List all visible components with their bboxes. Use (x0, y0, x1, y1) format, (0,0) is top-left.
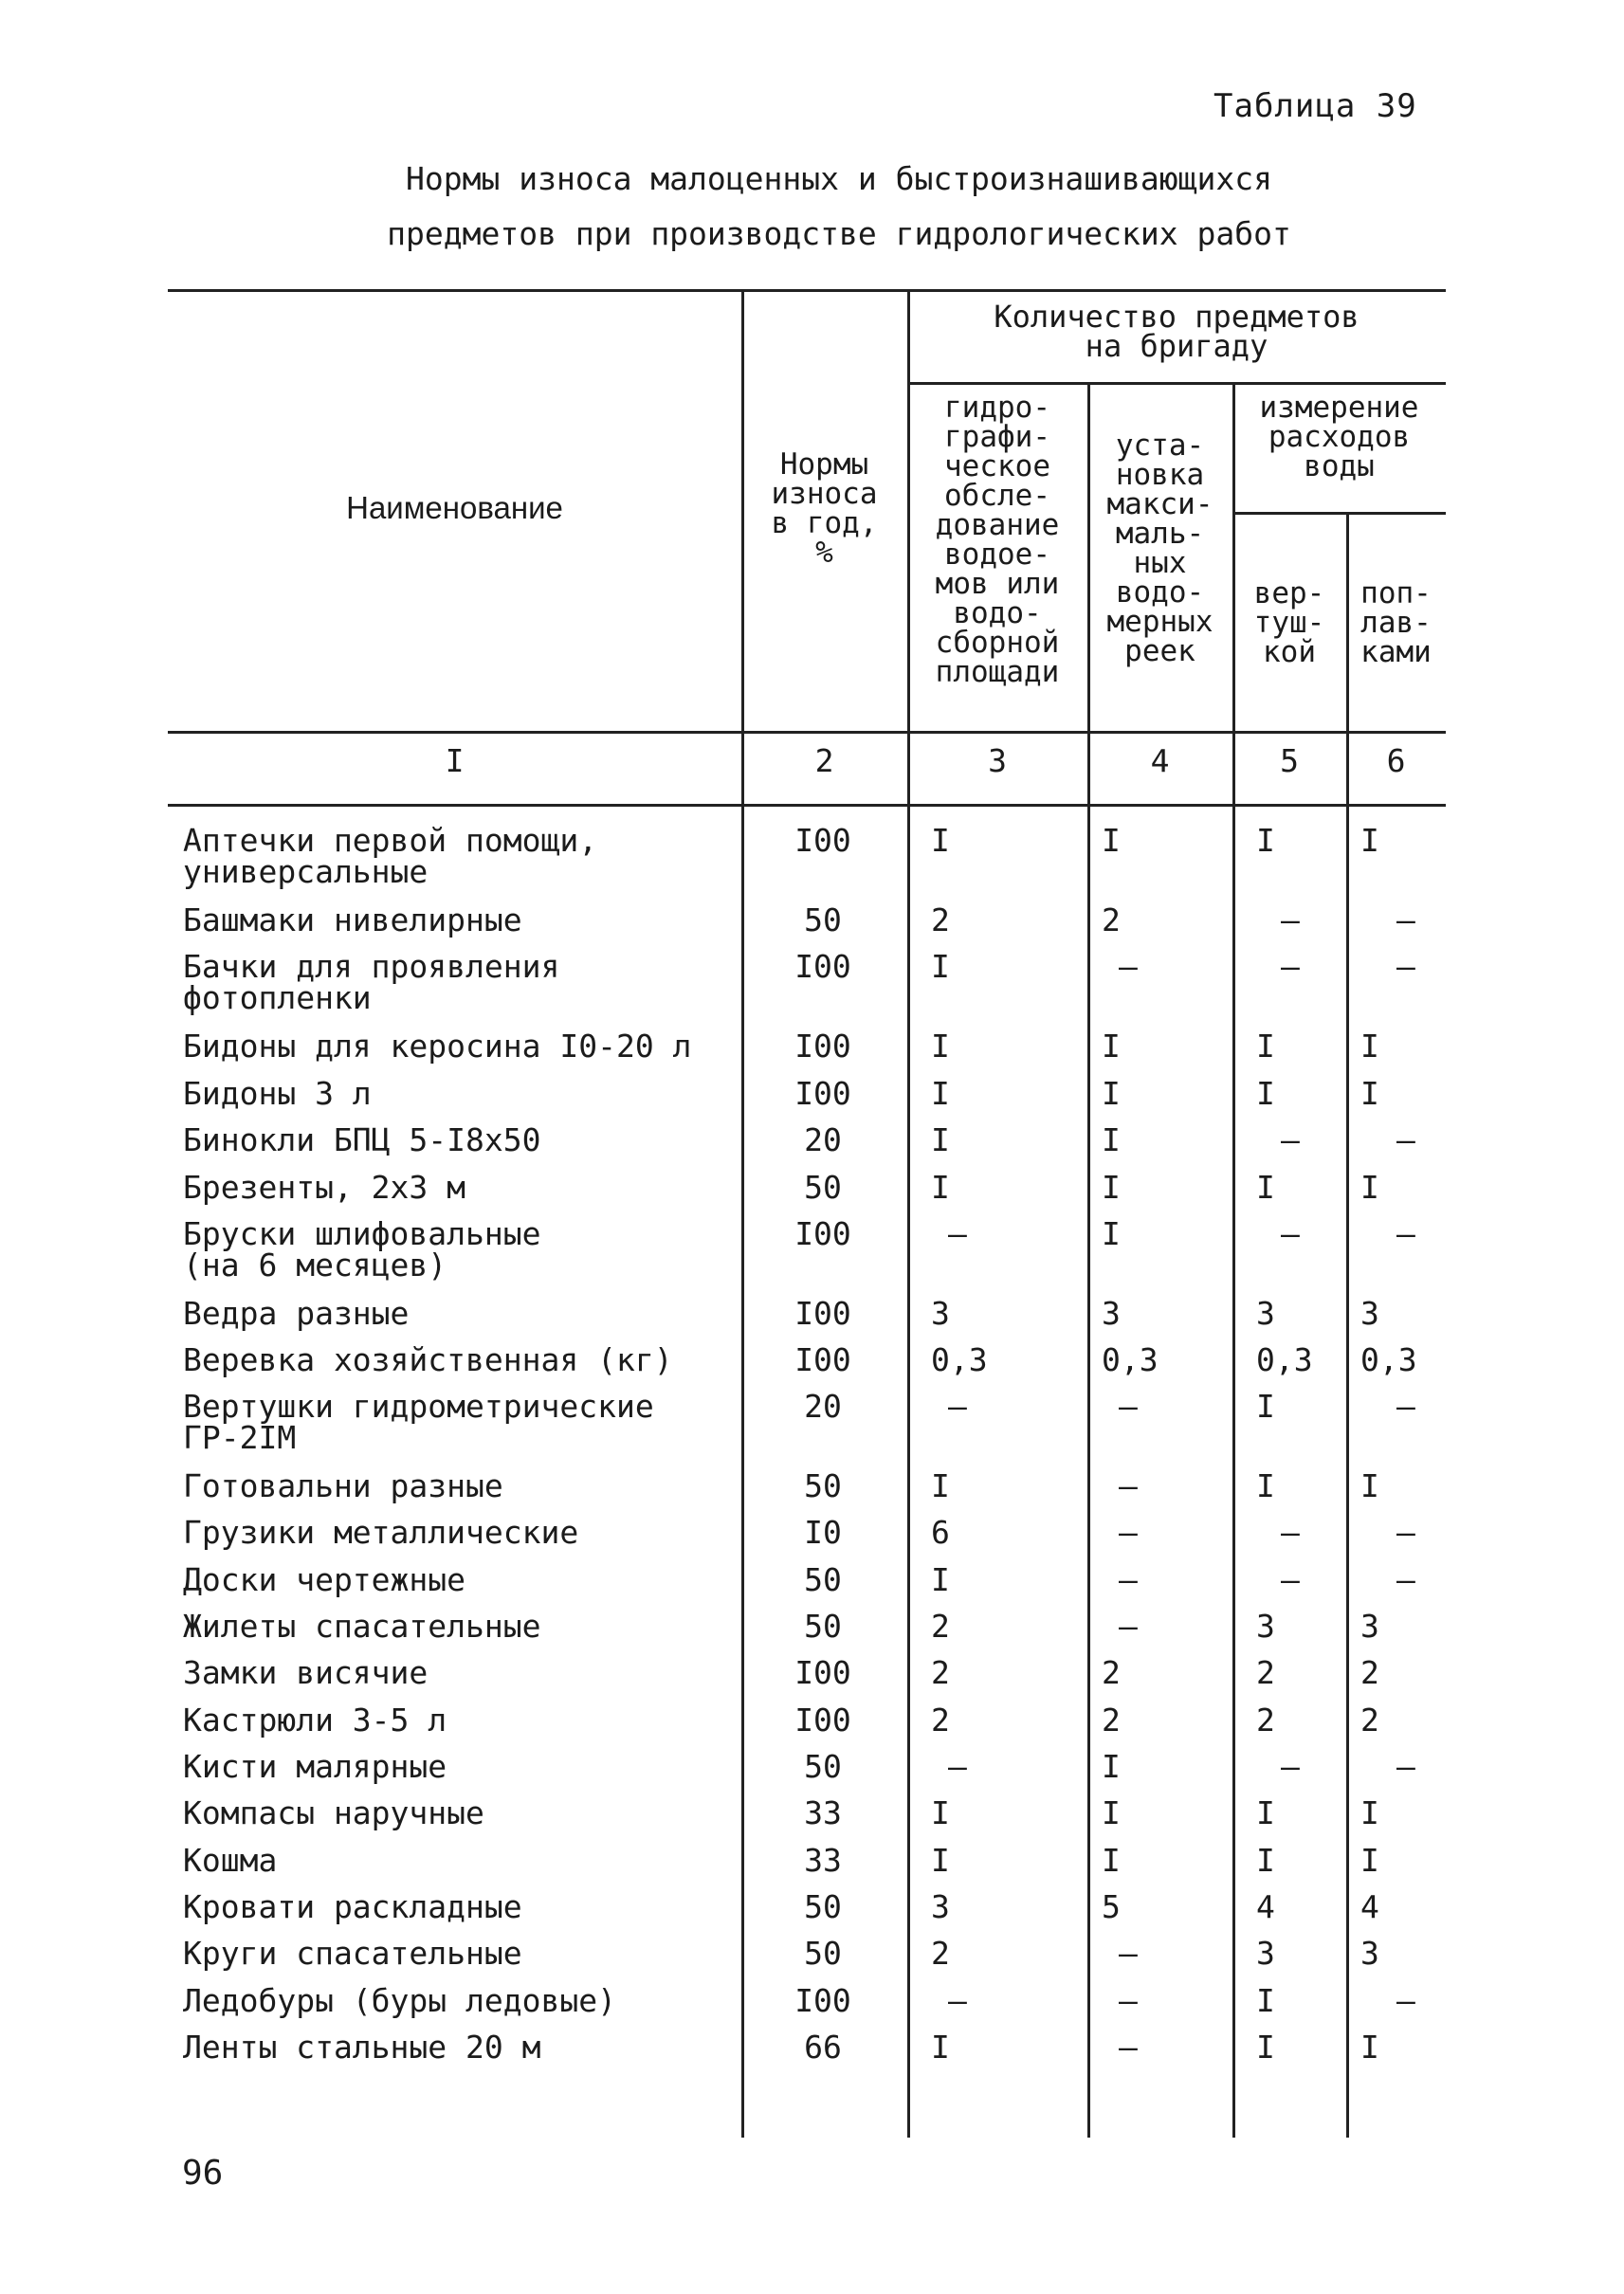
item-name (183, 1295, 733, 1332)
item-name-line: Жилеты спасательные (183, 1608, 541, 1645)
wear-norm-cell: I00 (794, 1654, 851, 1691)
wear-norm-cell: I00 (794, 948, 851, 985)
current-meter-qty-cell: 2 (1256, 1654, 1275, 1691)
item-name-line: Бидоны для керосина I0-20 л (183, 1028, 692, 1065)
float-qty-cell: 0,3 (1360, 1341, 1417, 1378)
survey-qty-cell: 3 (931, 1888, 950, 1925)
item-name (183, 948, 733, 1016)
column-number-rule (168, 804, 1446, 807)
wear-norm-cell: 33 (804, 1794, 842, 1831)
float-qty-cell: 3 (1360, 1935, 1379, 1972)
wear-norm-cell: I00 (794, 1028, 851, 1065)
item-name (183, 901, 733, 938)
float-qty-cell: 2 (1360, 1654, 1379, 1691)
float-qty-cell: 4 (1360, 1888, 1379, 1925)
current-meter-qty-cell: 3 (1256, 1608, 1275, 1645)
item-name (183, 1075, 733, 1112)
gauge-install-qty-cell: I (1102, 1794, 1121, 1831)
item-name-line: Аптечки первой помощи, (183, 822, 598, 859)
wear-norm-cell: 20 (804, 1388, 842, 1425)
item-name-line: Готовальни разные (183, 1467, 503, 1504)
current-meter-qty-cell: I (1256, 822, 1275, 859)
survey-qty-cell: – (948, 1215, 967, 1252)
current-meter-qty-cell: I (1256, 1028, 1275, 1065)
survey-qty-cell: I (931, 1121, 950, 1158)
column-number: I (445, 742, 465, 779)
item-name-line: (на 6 месяцев) (183, 1247, 447, 1284)
column-number: 2 (814, 742, 834, 779)
current-meter-qty-cell: I (1256, 1388, 1275, 1425)
current-meter-qty-cell: 2 (1256, 1702, 1275, 1739)
float-qty-cell: I (1360, 822, 1379, 859)
gauge-install-qty-cell: – (1119, 1982, 1138, 2019)
item-name-line: Доски чертежные (183, 1561, 466, 1598)
current-meter-qty-cell: I (1256, 1794, 1275, 1831)
current-meter-qty-cell: – (1281, 1561, 1300, 1598)
item-name-line: Ведра разные (183, 1295, 410, 1332)
float-qty-cell: I (1360, 2029, 1379, 2066)
survey-qty-cell: 2 (931, 1702, 950, 1739)
float-qty-cell: – (1396, 1388, 1415, 1425)
float-qty-cell: I (1360, 1075, 1379, 1112)
header-col5-line: туш- (1253, 606, 1325, 640)
column-number: 3 (988, 742, 1007, 779)
wear-norm-cell: I00 (794, 822, 851, 859)
current-meter-qty-cell: – (1281, 1514, 1300, 1551)
subgroup-header-rule (1232, 512, 1446, 515)
header-norm-line: в год, (771, 506, 878, 540)
current-meter-qty-cell: I (1256, 1075, 1275, 1112)
wear-norm-cell: I00 (794, 1295, 851, 1332)
current-meter-qty-cell: 0,3 (1256, 1341, 1313, 1378)
survey-qty-cell: 2 (931, 901, 950, 938)
header-col6 (1346, 576, 1446, 669)
current-meter-qty-cell: – (1281, 1748, 1300, 1785)
float-qty-cell: – (1396, 948, 1415, 985)
wear-norm-cell: 50 (804, 1888, 842, 1925)
survey-qty-cell: 6 (931, 1514, 950, 1551)
item-name (183, 1794, 733, 1831)
header-group-line: Количество предметов (994, 299, 1359, 335)
wear-norm-cell: 50 (804, 1561, 842, 1598)
wear-norm-cell: 50 (804, 1935, 842, 1972)
item-name (183, 1215, 733, 1284)
current-meter-qty-cell: – (1281, 1215, 1300, 1252)
wear-norm-cell: 50 (804, 1608, 842, 1645)
item-name-line: Замки висячие (183, 1654, 429, 1691)
current-meter-qty-cell: 3 (1256, 1295, 1275, 1332)
header-norm (741, 447, 907, 570)
survey-qty-cell: I (931, 1075, 950, 1112)
survey-qty-cell: I (931, 1561, 950, 1598)
item-name-line: Вертушки гидрометрические (183, 1388, 654, 1425)
header-col5-line: вер- (1253, 576, 1325, 610)
header-col3-line: обсле- (944, 479, 1050, 513)
header-group (907, 299, 1446, 364)
current-meter-qty-cell: I (1256, 1467, 1275, 1504)
column-number: 6 (1386, 742, 1406, 779)
header-subgroup-line: воды (1304, 449, 1375, 483)
item-name (183, 1608, 733, 1645)
float-qty-cell: I (1360, 1169, 1379, 1206)
item-name-line: фотопленки (183, 979, 372, 1016)
item-name (183, 2029, 733, 2066)
header-col4-line: реек (1124, 634, 1195, 668)
survey-qty-cell: 2 (931, 1608, 950, 1645)
item-name-line: Бруски шлифовальные (183, 1215, 541, 1252)
item-name-line: Бачки для проявления (183, 948, 560, 985)
gauge-install-qty-cell: – (1119, 948, 1138, 985)
header-col6-line: поп- (1360, 576, 1432, 610)
gauge-install-qty-cell: I (1102, 1028, 1121, 1065)
wear-norm-cell: I00 (794, 1982, 851, 2019)
header-norm-line: износа (771, 477, 878, 511)
float-qty-cell: – (1396, 1748, 1415, 1785)
header-col4-line: уста- (1115, 428, 1205, 463)
survey-qty-cell: – (948, 1748, 967, 1785)
header-bottom-rule (168, 731, 1446, 734)
float-qty-cell: I (1360, 1028, 1379, 1065)
wear-norms-table (168, 289, 1446, 2138)
item-name (183, 1561, 733, 1598)
item-name-line: Кошма (183, 1842, 278, 1879)
page-number: 96 (182, 2154, 224, 2193)
survey-qty-cell: 3 (931, 1295, 950, 1332)
gauge-install-qty-cell: I (1102, 1121, 1121, 1158)
item-name-line: Бинокли БПЦ 5-I8х50 (183, 1121, 541, 1158)
header-col5-line: кой (1263, 635, 1316, 669)
item-name (183, 1982, 733, 2019)
item-name-line: Башмаки нивелирные (183, 901, 522, 938)
current-meter-qty-cell: I (1256, 2029, 1275, 2066)
group-header-rule (907, 382, 1446, 385)
item-name-line: Бидоны 3 л (183, 1075, 372, 1112)
item-name-line: Грузики металлические (183, 1514, 579, 1551)
item-name (183, 1028, 733, 1065)
wear-norm-cell: 50 (804, 1467, 842, 1504)
item-name-line: Кастрюли 3-5 л (183, 1702, 447, 1739)
wear-norm-cell: 20 (804, 1121, 842, 1158)
float-qty-cell: – (1396, 1982, 1415, 2019)
wear-norm-cell: I00 (794, 1215, 851, 1252)
item-name (183, 1842, 733, 1879)
header-col3-line: площади (935, 655, 1060, 689)
gauge-install-qty-cell: 2 (1102, 901, 1121, 938)
wear-norm-cell: 50 (804, 1169, 842, 1206)
current-meter-qty-cell: I (1256, 1982, 1275, 2019)
current-meter-qty-cell: 3 (1256, 1935, 1275, 1972)
item-name-line: Компасы наручные (183, 1794, 484, 1831)
current-meter-qty-cell: 4 (1256, 1888, 1275, 1925)
item-name (183, 1888, 733, 1925)
survey-qty-cell: I (931, 1028, 950, 1065)
gauge-install-qty-cell: I (1102, 1842, 1121, 1879)
header-col6-line: лав- (1360, 606, 1432, 640)
gauge-install-qty-cell: – (1119, 2029, 1138, 2066)
item-name-line: ГР-2IМ (183, 1419, 297, 1456)
current-meter-qty-cell: – (1281, 901, 1300, 938)
float-qty-cell: I (1360, 1794, 1379, 1831)
header-col3-line: дование (935, 508, 1060, 542)
gauge-install-qty-cell: 5 (1102, 1888, 1121, 1925)
survey-qty-cell: 0,3 (931, 1341, 988, 1378)
gauge-install-qty-cell: – (1119, 1608, 1138, 1645)
table-title (284, 152, 1394, 262)
float-qty-cell: – (1396, 901, 1415, 938)
survey-qty-cell: 2 (931, 1654, 950, 1691)
header-col3-line: мов или (935, 567, 1060, 601)
wear-norm-cell: I00 (794, 1702, 851, 1739)
gauge-install-qty-cell: I (1102, 1169, 1121, 1206)
survey-qty-cell: I (931, 2029, 950, 2066)
item-name (183, 1169, 733, 1206)
float-qty-cell: – (1396, 1121, 1415, 1158)
current-meter-qty-cell: – (1281, 948, 1300, 985)
current-meter-qty-cell: I (1256, 1169, 1275, 1206)
header-col4 (1087, 428, 1232, 668)
header-subgroup-line: измерение (1259, 391, 1419, 425)
item-name (183, 1388, 733, 1456)
item-name-line: Ленты стальные 20 м (183, 2029, 541, 2066)
gauge-install-qty-cell: – (1119, 1514, 1138, 1551)
gauge-install-qty-cell: I (1102, 822, 1121, 859)
header-col3-line: водо- (953, 596, 1042, 630)
gauge-install-qty-cell: 0,3 (1102, 1341, 1159, 1378)
gauge-install-qty-cell: 3 (1102, 1295, 1121, 1332)
wear-norm-cell: I0 (804, 1514, 842, 1551)
header-subgroup (1232, 393, 1446, 482)
item-name-line: универсальные (183, 853, 429, 890)
item-name-line: Ледобуры (буры ледовые) (183, 1982, 616, 2019)
header-col4-line: новка (1115, 458, 1205, 492)
header-col4-line: макси- (1106, 487, 1213, 521)
current-meter-qty-cell: I (1256, 1842, 1275, 1879)
header-col6-line: ками (1360, 635, 1432, 669)
item-name-line: Веревка хозяйственная (кг) (183, 1341, 673, 1378)
title-line-1: Нормы износа малоценных и быстроизнашивающихся (406, 160, 1272, 197)
float-qty-cell: I (1360, 1842, 1379, 1879)
survey-qty-cell: – (948, 1388, 967, 1425)
table-top-rule (168, 289, 1446, 292)
header-col3-line: гидро- (944, 391, 1050, 425)
item-name (183, 1935, 733, 1972)
column-number: 5 (1280, 742, 1299, 779)
header-norm-line: % (815, 536, 833, 570)
header-col3-line: ческое (944, 449, 1050, 483)
gauge-install-qty-cell: 2 (1102, 1654, 1121, 1691)
item-name-line: Круги спасательные (183, 1935, 522, 1972)
wear-norm-cell: 33 (804, 1842, 842, 1879)
survey-qty-cell: I (931, 1794, 950, 1831)
header-group-line: на бригаду (1085, 328, 1268, 364)
survey-qty-cell: 2 (931, 1935, 950, 1972)
wear-norm-cell: I00 (794, 1075, 851, 1112)
wear-norm-cell: 66 (804, 2029, 842, 2066)
header-col4-line: водо- (1115, 575, 1205, 610)
float-qty-cell: 3 (1360, 1608, 1379, 1645)
item-name-line: Кровати раскладные (183, 1888, 522, 1925)
gauge-install-qty-cell: – (1119, 1935, 1138, 1972)
header-col3-line: водое- (944, 537, 1050, 572)
survey-qty-cell: I (931, 1467, 950, 1504)
wear-norm-cell: I00 (794, 1341, 851, 1378)
header-col3-line: графи- (944, 420, 1050, 454)
item-name (183, 1702, 733, 1739)
item-name (183, 1121, 733, 1158)
item-name (183, 1514, 733, 1551)
survey-qty-cell: I (931, 1169, 950, 1206)
float-qty-cell: 2 (1360, 1702, 1379, 1739)
header-col3 (907, 393, 1087, 687)
survey-qty-cell: I (931, 948, 950, 985)
survey-qty-cell: – (948, 1982, 967, 2019)
gauge-install-qty-cell: 2 (1102, 1702, 1121, 1739)
survey-qty-cell: I (931, 1842, 950, 1879)
table-label: Таблица 39 (1213, 87, 1417, 125)
header-subgroup-line: расходов (1268, 420, 1411, 454)
header-col4-line: мерных (1106, 605, 1213, 639)
current-meter-qty-cell: – (1281, 1121, 1300, 1158)
item-name-line: Кисти малярные (183, 1748, 447, 1785)
gauge-install-qty-cell: I (1102, 1748, 1121, 1785)
item-name (183, 1467, 733, 1504)
float-qty-cell: – (1396, 1215, 1415, 1252)
header-col5 (1232, 576, 1346, 669)
header-col3-line: сборной (935, 626, 1060, 660)
header-col4-line: маль- (1115, 517, 1205, 551)
float-qty-cell: – (1396, 1561, 1415, 1598)
gauge-install-qty-cell: I (1102, 1215, 1121, 1252)
header-name: Наименование (346, 490, 563, 525)
header-col4-line: ных (1133, 546, 1187, 580)
float-qty-cell: I (1360, 1467, 1379, 1504)
gauge-install-qty-cell: I (1102, 1075, 1121, 1112)
title-line-2: предметов при производстве гидрологических работ (387, 215, 1291, 252)
item-name (183, 1654, 733, 1691)
item-name (183, 1748, 733, 1785)
item-name-line: Брезенты, 2х3 м (183, 1169, 466, 1206)
survey-qty-cell: I (931, 822, 950, 859)
gauge-install-qty-cell: – (1119, 1467, 1138, 1504)
float-qty-cell: 3 (1360, 1295, 1379, 1332)
float-qty-cell: – (1396, 1514, 1415, 1551)
header-norm-line: Нормы (779, 447, 869, 482)
item-name (183, 822, 733, 890)
gauge-install-qty-cell: – (1119, 1561, 1138, 1598)
wear-norm-cell: 50 (804, 901, 842, 938)
column-number: 4 (1150, 742, 1170, 779)
wear-norm-cell: 50 (804, 1748, 842, 1785)
gauge-install-qty-cell: – (1119, 1388, 1138, 1425)
item-name (183, 1341, 733, 1378)
